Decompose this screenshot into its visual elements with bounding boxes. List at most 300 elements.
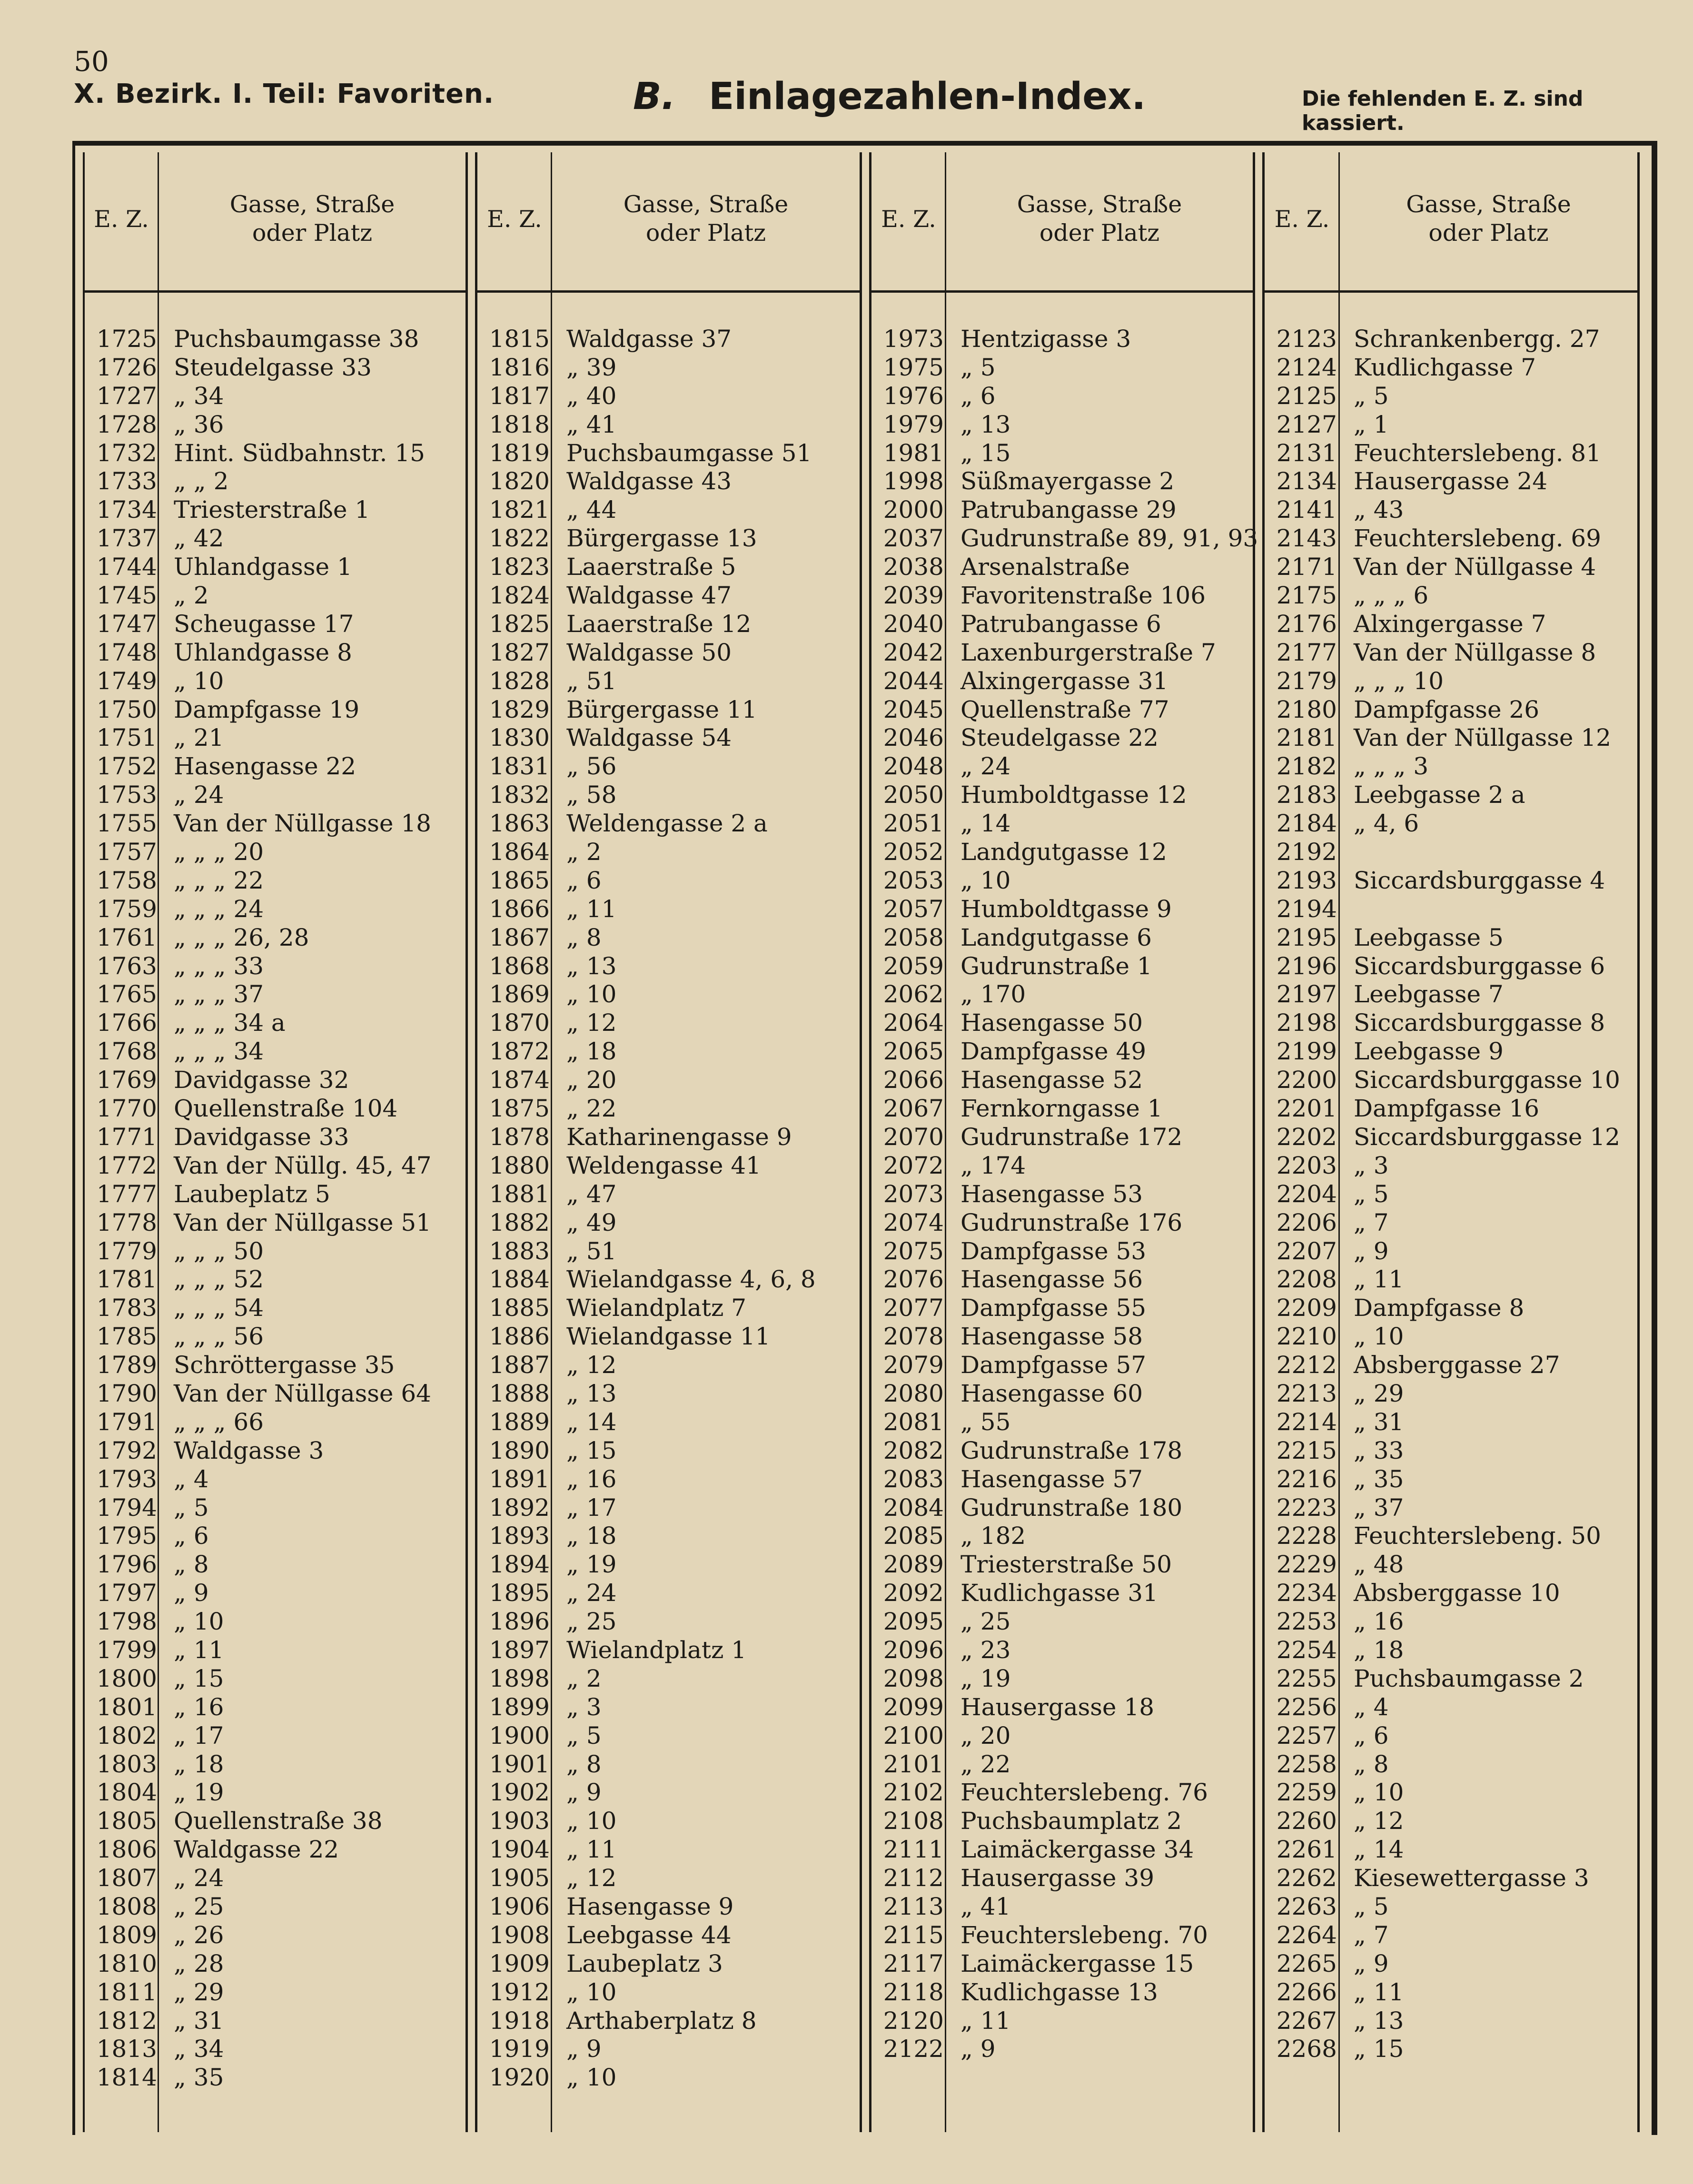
street-address: „ „ „ 6 (1354, 582, 1429, 610)
ez-number: 2076 (883, 1265, 944, 1294)
ez-header: E. Z. (487, 206, 542, 233)
ez-number: 1815 (489, 325, 550, 353)
table-row (478, 952, 857, 981)
street-address: Leebgasse 2 a (1354, 781, 1525, 809)
street-address: Hasengasse 50 (960, 1009, 1143, 1037)
street-address: Arsenalstraße (960, 553, 1130, 581)
table-row (1266, 1209, 1634, 1237)
table-row (872, 1693, 1251, 1722)
ez-number: 2210 (1276, 1323, 1337, 1351)
street-address: „ 10 (566, 2064, 617, 2092)
street-address: „ „ „ 34 (174, 1038, 264, 1066)
table-row (872, 1180, 1251, 1209)
street-address: „ 14 (1354, 1836, 1404, 1864)
table-row (872, 724, 1251, 752)
table-row (1266, 2035, 1634, 2064)
ez-number: 1998 (883, 467, 944, 495)
ez-number: 2075 (883, 1237, 944, 1265)
table-row (1266, 980, 1634, 1009)
ez-number: 1830 (489, 724, 550, 752)
street-address: „ 18 (566, 1522, 617, 1550)
street-address: Waldgasse 47 (566, 582, 732, 610)
street-header-line2: oder Platz (1428, 219, 1549, 247)
ez-number: 1803 (96, 1750, 157, 1778)
street-address: Laubeplatz 3 (566, 1949, 723, 1977)
table-row (478, 610, 857, 639)
table-row (1266, 1408, 1634, 1437)
street-address: Quellenstraße 38 (174, 1807, 383, 1835)
street-address: „ 25 (566, 1608, 617, 1636)
ez-number: 1975 (883, 353, 944, 381)
table-row (1266, 1265, 1634, 1294)
table-row (478, 1864, 857, 1893)
street-address: Wielandplatz 1 (566, 1636, 747, 1664)
street-address: „ 16 (566, 1465, 617, 1493)
table-row (1266, 1551, 1634, 1579)
ez-number: 2259 (1276, 1779, 1337, 1807)
ez-number: 2045 (883, 695, 944, 723)
street-address: Triesterstraße 1 (174, 496, 370, 524)
table-row (86, 1551, 462, 1579)
ez-number: 2081 (883, 1408, 944, 1436)
ez-number: 2039 (883, 582, 944, 610)
page-number: 50 (74, 45, 109, 78)
ez-number: 2050 (883, 781, 944, 809)
ez-number: 2100 (883, 1721, 944, 1749)
street-address: „ 13 (1354, 2006, 1404, 2035)
street-address: „ 15 (566, 1436, 617, 1464)
ez-number: 1789 (96, 1351, 157, 1379)
ez-number: 1792 (96, 1436, 157, 1464)
table-row (478, 524, 857, 553)
street-address: „ 29 (174, 1978, 224, 2006)
table-row (478, 1636, 857, 1665)
ez-header: E. Z. (94, 206, 149, 233)
ez-number: 2083 (883, 1465, 944, 1493)
ez-number: 2257 (1276, 1721, 1337, 1749)
street-address: Humboldtgasse 12 (960, 781, 1187, 809)
ez-number: 2262 (1276, 1864, 1337, 1892)
ez-number: 2064 (883, 1009, 944, 1037)
table-row (1266, 1807, 1634, 1836)
ez-number: 1726 (96, 353, 157, 381)
ez-number: 1768 (96, 1038, 157, 1066)
table-row (1266, 1893, 1634, 1921)
table-row (872, 924, 1251, 952)
street-address: „ 11 (960, 2006, 1011, 2035)
table-row (478, 1779, 857, 1807)
table-row (872, 2007, 1251, 2036)
table-row (1266, 1978, 1634, 2007)
ez-number: 2254 (1276, 1636, 1337, 1664)
street-address: Davidgasse 32 (174, 1066, 349, 1094)
street-address: „ 12 (566, 1009, 617, 1037)
street-address: „ 19 (960, 1664, 1011, 1692)
table-row (872, 810, 1251, 838)
street-address: „ 9 (1354, 1949, 1389, 1977)
ez-number: 1880 (489, 1151, 550, 1179)
table-row (1266, 1950, 1634, 1978)
ez-number: 1765 (96, 980, 157, 1008)
street-address: Dampfgasse 19 (174, 695, 360, 723)
street-address: „ 4, 6 (1354, 810, 1419, 838)
table-row (478, 895, 857, 924)
table-row (1266, 895, 1634, 924)
table-row (478, 496, 857, 524)
ez-number: 1790 (96, 1379, 157, 1407)
ez-number: 2208 (1276, 1265, 1337, 1294)
street-address: Alxingergasse 7 (1354, 610, 1546, 638)
ez-number: 2000 (883, 496, 944, 524)
ez-number: 2234 (1276, 1579, 1337, 1607)
table-row (86, 1123, 462, 1152)
street-address: „ 31 (174, 2006, 224, 2035)
street-address: Leebgasse 44 (566, 1921, 732, 1949)
ez-number: 2046 (883, 724, 944, 752)
street-address: Siccardsburggasse 12 (1354, 1123, 1620, 1151)
ez-number: 1905 (489, 1864, 550, 1892)
table-row (872, 1608, 1251, 1636)
ez-number: 1769 (96, 1066, 157, 1094)
street-address: „ 15 (960, 439, 1011, 467)
street-address: „ 24 (174, 781, 224, 809)
table-row (1266, 1351, 1634, 1380)
street-address: „ 6 (1354, 1721, 1389, 1749)
street-header-line1: Gasse, Straße (229, 191, 395, 218)
table-row (86, 952, 462, 981)
ez-number: 2207 (1276, 1237, 1337, 1265)
ez-number: 2203 (1276, 1151, 1337, 1179)
table-row (478, 1180, 857, 1209)
ez-number: 1748 (96, 638, 157, 666)
table-row (86, 1437, 462, 1465)
ez-number: 2261 (1276, 1836, 1337, 1864)
table-row (1266, 325, 1634, 354)
ez-number: 2253 (1276, 1608, 1337, 1636)
table-row (1266, 1066, 1634, 1095)
table-row (86, 439, 462, 468)
ez-number: 1881 (489, 1180, 550, 1208)
street-address: Gudrunstraße 89, 91, 93 (960, 524, 1258, 553)
table-row (872, 467, 1251, 496)
ez-number: 1783 (96, 1294, 157, 1322)
street-address: „ 10 (960, 866, 1011, 894)
ez-number: 2198 (1276, 1009, 1337, 1037)
table-row (872, 1494, 1251, 1522)
ez-number: 1727 (96, 382, 157, 410)
table-row (478, 1123, 857, 1152)
ez-number: 2066 (883, 1066, 944, 1094)
ez-number: 1979 (883, 410, 944, 438)
table-row (872, 553, 1251, 582)
ez-number: 1763 (96, 952, 157, 980)
ez-number: 1890 (489, 1436, 550, 1464)
street-address: „ 5 (566, 1721, 602, 1749)
ez-number: 1820 (489, 467, 550, 495)
ez-number: 2209 (1276, 1294, 1337, 1322)
ez-number: 2199 (1276, 1038, 1337, 1066)
street-address: „ 18 (1354, 1636, 1404, 1664)
street-address: „ 8 (174, 1551, 209, 1579)
table-row (478, 667, 857, 696)
ez-number: 2171 (1276, 553, 1337, 581)
street-address: „ 43 (1354, 496, 1404, 524)
street-address: Alxingergasse 31 (960, 667, 1168, 695)
ez-number: 2256 (1276, 1693, 1337, 1721)
ez-number: 1745 (96, 582, 157, 610)
table-row (872, 1123, 1251, 1152)
ez-number: 1831 (489, 752, 550, 781)
street-address: „ 58 (566, 781, 617, 809)
ez-number: 1821 (489, 496, 550, 524)
table-row (1266, 582, 1634, 610)
street-address: Hint. Südbahnstr. 15 (174, 439, 425, 467)
table-row (86, 1779, 462, 1807)
table-row (1266, 1693, 1634, 1722)
street-address: „ 9 (960, 2035, 996, 2063)
table-row (478, 1009, 857, 1038)
ez-number: 2177 (1276, 638, 1337, 666)
ez-number: 1751 (96, 724, 157, 752)
ez-number: 2183 (1276, 781, 1337, 809)
ez-number: 2074 (883, 1208, 944, 1236)
ez-number: 1889 (489, 1408, 550, 1436)
street-address: Siccardsburggasse 6 (1354, 952, 1605, 980)
street-address: „ 19 (566, 1551, 617, 1579)
column-rule (465, 152, 468, 2132)
table-row (86, 781, 462, 810)
table-row (872, 1152, 1251, 1180)
street-header-line2: oder Platz (1039, 219, 1160, 247)
table-row (86, 1693, 462, 1722)
table-row (86, 696, 462, 724)
street-address: Weldengasse 41 (566, 1151, 761, 1179)
street-address: Puchsbaumgasse 51 (566, 439, 812, 467)
table-row (478, 867, 857, 895)
ez-number: 1867 (489, 923, 550, 951)
ez-number: 1818 (489, 410, 550, 438)
street-address: „ 51 (566, 1237, 617, 1265)
ez-number: 1801 (96, 1693, 157, 1721)
table-row (86, 1978, 462, 2007)
street-address: Hentzigasse 3 (960, 325, 1131, 353)
street-address: Steudelgasse 22 (960, 724, 1158, 752)
ez-number: 2212 (1276, 1351, 1337, 1379)
street-address: Scheugasse 17 (174, 610, 354, 638)
street-address: Gudrunstraße 178 (960, 1436, 1183, 1464)
street-address: Feuchterslebeng. 76 (960, 1779, 1208, 1807)
ez-number: 2204 (1276, 1180, 1337, 1208)
street-address: „ 16 (174, 1693, 224, 1721)
table-row (478, 1551, 857, 1579)
table-row (86, 980, 462, 1009)
ez-number: 1732 (96, 439, 157, 467)
table-row (872, 1978, 1251, 2007)
column-rule (83, 152, 85, 2132)
ez-number: 1882 (489, 1208, 550, 1236)
ez-number: 1779 (96, 1237, 157, 1265)
table-row (478, 810, 857, 838)
street-address: „ 9 (566, 1779, 602, 1807)
ez-number: 1728 (96, 410, 157, 438)
table-row (872, 354, 1251, 382)
table-row (1266, 439, 1634, 468)
ez-number: 1891 (489, 1465, 550, 1493)
table-row (872, 1950, 1251, 1978)
table-row (872, 1038, 1251, 1066)
table-row (86, 1152, 462, 1180)
ez-number: 1825 (489, 610, 550, 638)
table-row (1266, 1665, 1634, 1693)
table-row (1266, 1123, 1634, 1152)
street-address: „ 25 (960, 1608, 1011, 1636)
street-address: „ 13 (566, 952, 617, 980)
table-row (86, 810, 462, 838)
street-address: „ 10 (1354, 1779, 1404, 1807)
street-address: Hasengasse 52 (960, 1066, 1143, 1094)
ez-number: 1798 (96, 1608, 157, 1636)
street-address: Dampfgasse 8 (1354, 1294, 1525, 1322)
table-row (86, 325, 462, 354)
table-row (1266, 467, 1634, 496)
street-address: Waldgasse 43 (566, 467, 732, 495)
street-address: Puchsbaumgasse 2 (1354, 1664, 1584, 1692)
ez-number: 1744 (96, 553, 157, 581)
table-row (478, 1722, 857, 1750)
table-row (1266, 810, 1634, 838)
table-row (86, 1608, 462, 1636)
table-row (478, 582, 857, 610)
ez-number: 1811 (96, 1978, 157, 2006)
street-address: „ 12 (566, 1351, 617, 1379)
street-address: „ „ „ 56 (174, 1323, 264, 1351)
street-address: Siccardsburggasse 4 (1354, 866, 1605, 894)
ez-number: 1886 (489, 1323, 550, 1351)
table-row (1266, 724, 1634, 752)
table-row (872, 496, 1251, 524)
table-row (86, 1380, 462, 1408)
ez-number: 1757 (96, 838, 157, 866)
table-row (872, 1921, 1251, 1950)
ez-number: 1816 (489, 353, 550, 381)
street-address: „ 34 (174, 382, 224, 410)
street-address: „ 4 (174, 1465, 209, 1493)
street-address: „ 5 (1354, 382, 1389, 410)
ez-number: 2112 (883, 1864, 944, 1892)
ez-number: 2115 (883, 1921, 944, 1949)
table-row (872, 1009, 1251, 1038)
ez-number: 2079 (883, 1351, 944, 1379)
table-row (1266, 1722, 1634, 1750)
street-address: „ 21 (174, 724, 224, 752)
street-address: „ 41 (960, 1892, 1011, 1920)
table-row (478, 1665, 857, 1693)
ez-number: 2072 (883, 1151, 944, 1179)
ez-number: 2175 (1276, 582, 1337, 610)
street-address: „ 8 (1354, 1750, 1389, 1778)
ez-number: 2117 (883, 1949, 944, 1977)
table-row (478, 1209, 857, 1237)
ez-number: 1794 (96, 1493, 157, 1522)
ez-number: 2113 (883, 1892, 944, 1920)
table-row (1266, 696, 1634, 724)
table-row (86, 1522, 462, 1551)
street-address: „ 10 (566, 1807, 617, 1835)
street-address: Puchsbaumplatz 2 (960, 1807, 1182, 1835)
table-row (86, 1665, 462, 1693)
ez-number: 1799 (96, 1636, 157, 1664)
street-address: „ 3 (1354, 1151, 1389, 1179)
table-row (1266, 524, 1634, 553)
table-row (872, 838, 1251, 867)
street-address: Kiesewettergasse 3 (1354, 1864, 1589, 1892)
table-row (872, 1779, 1251, 1807)
street-address: „ 10 (174, 1608, 224, 1636)
ez-number: 1750 (96, 695, 157, 723)
table-row (1266, 781, 1634, 810)
ez-number: 1919 (489, 2035, 550, 2063)
ez-number: 1819 (489, 439, 550, 467)
table-row (872, 1665, 1251, 1693)
ez-number: 2215 (1276, 1436, 1337, 1464)
table-row (478, 411, 857, 439)
ez-number: 2099 (883, 1693, 944, 1721)
ez-number: 1893 (489, 1522, 550, 1550)
table-row (872, 1636, 1251, 1665)
table-row (478, 1095, 857, 1123)
table-row (872, 1522, 1251, 1551)
ez-number: 1796 (96, 1551, 157, 1579)
street-address: Feuchterslebeng. 70 (960, 1921, 1208, 1949)
ez-number: 2098 (883, 1664, 944, 1692)
table-row (86, 1351, 462, 1380)
ez-number: 2040 (883, 610, 944, 638)
street-address: Gudrunstraße 1 (960, 952, 1152, 980)
table-row (872, 1265, 1251, 1294)
street-address: „ 19 (174, 1779, 224, 1807)
street-address: „ 16 (1354, 1608, 1404, 1636)
table-row (872, 752, 1251, 781)
table-row (478, 382, 857, 411)
street-address: „ 12 (566, 1864, 617, 1892)
table-row (478, 2064, 857, 2092)
header-rule (1265, 290, 1637, 293)
ez-number: 2268 (1276, 2035, 1337, 2063)
ez-number: 2214 (1276, 1408, 1337, 1436)
table-row (86, 496, 462, 524)
street-address: „ 40 (566, 382, 617, 410)
ez-number: 2124 (1276, 353, 1337, 381)
table-row (86, 752, 462, 781)
street-header-line2: oder Platz (252, 219, 373, 247)
street-address: „ 5 (960, 353, 996, 381)
table-row (86, 2064, 462, 2092)
ez-number: 2078 (883, 1323, 944, 1351)
ez-number: 1832 (489, 781, 550, 809)
street-address: Waldgasse 50 (566, 638, 732, 666)
index-column-4 (1266, 325, 1634, 2064)
ez-number: 1875 (489, 1095, 550, 1123)
ez-number: 2180 (1276, 695, 1337, 723)
index-title (633, 75, 1146, 118)
street-address: „ 14 (566, 1408, 617, 1436)
ez-number: 1918 (489, 2006, 550, 2035)
ez-number: 2196 (1276, 952, 1337, 980)
street-address: Feuchterslebeng. 81 (1354, 439, 1601, 467)
ez-number: 2118 (883, 1978, 944, 2006)
street-address: „ 17 (174, 1721, 224, 1749)
ez-number: 2206 (1276, 1208, 1337, 1236)
